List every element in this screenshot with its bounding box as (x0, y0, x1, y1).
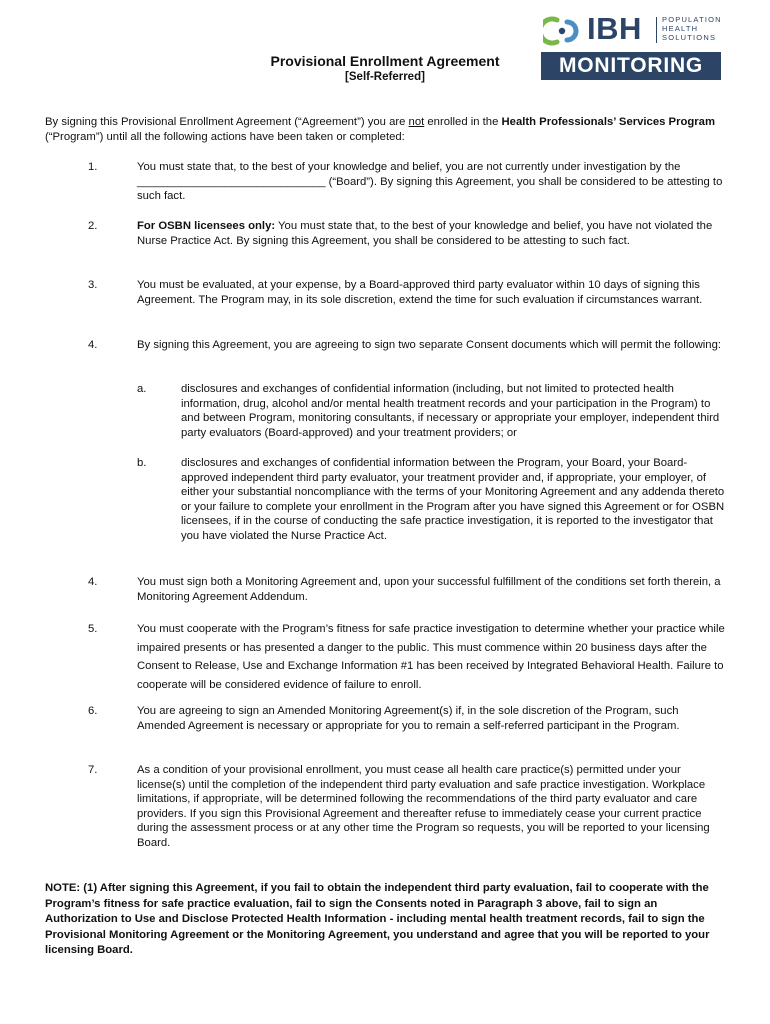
intro-paragraph (45, 115, 735, 144)
document-title: Provisional Enrollment Agreement (270, 53, 500, 69)
logo-monitoring-band: MONITORING (541, 52, 721, 80)
item-text (137, 575, 727, 604)
item-number: 3. (88, 279, 98, 291)
item-text (137, 278, 727, 307)
logo-divider (656, 17, 657, 43)
item-number: 6. (88, 705, 98, 717)
logo-tagline-line: HEALTH (662, 23, 699, 33)
sub-item-label: a. (137, 383, 147, 395)
sub-item-label: b. (137, 457, 147, 469)
note-paragraph: NOTE: (1) After signing this Agreement, if you fail to obtain the independent third party evaluation, fail to cooperate with the Program’s fitness for safe practice evaluation, fail to sign the Consents noted in Paragraph 3 above, fail to sign an Authorization to Use and Disclose Protected Health Information - including mental health treatment records, fail to sign the Provisional Monitoring Agreement or the Monitoring Agreement, you understand and agree that you will be reported to your licensing Board. (45, 882, 710, 956)
logo-brand: IBH (587, 11, 642, 46)
intro-underlined: not (408, 116, 425, 128)
item-text (137, 219, 727, 248)
item-number: 2. (88, 220, 98, 232)
item-bold: For OSBN licensees only: (137, 220, 276, 232)
item-body: You must cooperate with the Program’s fitness for safe practice investigation to determine whether your practice while impaired presents or has presented a danger to the public. This must commence within 20 business days after the Consent to Release, Use and Exchange Information #1 has been received by Integrated Behavioral Health. Failure to cooperate will be considered evidence of failure to enroll. (137, 623, 725, 691)
item-text (137, 704, 727, 733)
item-number: 4. (88, 339, 98, 351)
item-body: You must be evaluated, at your expense, by a Board-approved third party evaluator within 10 days of signing this Agreement. The Program may, in its sole discretion, extend the time for such evaluation if circumstances warrant. (137, 279, 703, 306)
intro-text: (“Program”) until all the following actions have been taken or completed: (45, 130, 405, 143)
logo-top (541, 12, 721, 50)
item-number: 1. (88, 161, 98, 173)
ibh-swirl-icon (543, 14, 583, 48)
item-text (137, 338, 727, 353)
item-body: You are agreeing to sign an Amended Monitoring Agreement(s) if, in the sole discretion of the Program, such Amended Agreement is necessary or appropriate for you to remain a self-referred participant in the Program. (137, 705, 680, 732)
item-body: You must state that, to the best of your knowledge and belief, you are not currently under investigation by the ______________________________ (“Board”). By signing this Agreement, you shall be considered to be attesting to such fact. (137, 161, 723, 202)
intro-text: enrolled in the (424, 116, 502, 128)
item-number: 4. (88, 576, 98, 588)
item-body: By signing this Agreement, you are agreeing to sign two separate Consent documents which will permit the following: (137, 339, 721, 351)
item-body: You must state that, to the best of your knowledge and belief, you have not violated the Nurse Practice Act. By signing this Agreement, you shall be considered to be attesting to such fact. (137, 220, 713, 247)
item-number: 7. (88, 764, 98, 776)
document-subtitle: [Self-Referred] (345, 71, 425, 83)
item-number: 5. (88, 623, 98, 635)
item-text (137, 620, 727, 694)
item-text (137, 160, 727, 204)
intro-text: By signing this Provisional Enrollment Agreement (“Agreement”) you are (45, 116, 409, 128)
ibh-monitoring-logo (541, 12, 721, 80)
logo-tagline-line: POPULATION (662, 15, 722, 24)
item-text (137, 763, 727, 850)
program-name: Health Professionals’ Services Program (501, 116, 715, 128)
sub-item-text: disclosures and exchanges of confidential information (including, but not limited to protected health information, drug, alcohol and/or mental health treatment records and your participation in the Program) to and between Program, monitoring consultants, if necessary or appropriate your employer, independent third party evaluators (Board-approved) and your treatment providers; or (181, 383, 720, 439)
item-body: As a condition of your provisional enrollment, you must cease all health care practice(s) permitted under your license(s) until the completion of the independent third party evaluation and safe practice investigation. Workplace limitations, if appropriate, will be determined following the recommendations of the third party evaluator and care providers. If you sign this Provisional Agreement and thereafter refuse to immediately cease your current practice during the assessment process or at any other time the Program so requests, you will be reported to your licensing Board. (137, 764, 710, 849)
item-body: You must sign both a Monitoring Agreement and, upon your successful fulfillment of the conditions set forth therein, a Monitoring Agreement Addendum. (137, 576, 721, 603)
logo-tagline (662, 16, 722, 42)
logo-tagline-line: SOLUTIONS (662, 32, 717, 42)
sub-item-text: disclosures and exchanges of confidential information between the Program, your Board, your Board-approved independent third party evaluator, your treatment provider and, if appropriate, your employer, of either your substantial noncompliance with the terms of your Monitoring Agreement and any addenda thereto or your failure to complete your enrollment in the Program after you have signed this Agreement or for OSBN licensees, if in the course of conducting the safe practice investigation, it is reported to the investigator that you have violated the Nurse Practice Act. (181, 457, 725, 542)
